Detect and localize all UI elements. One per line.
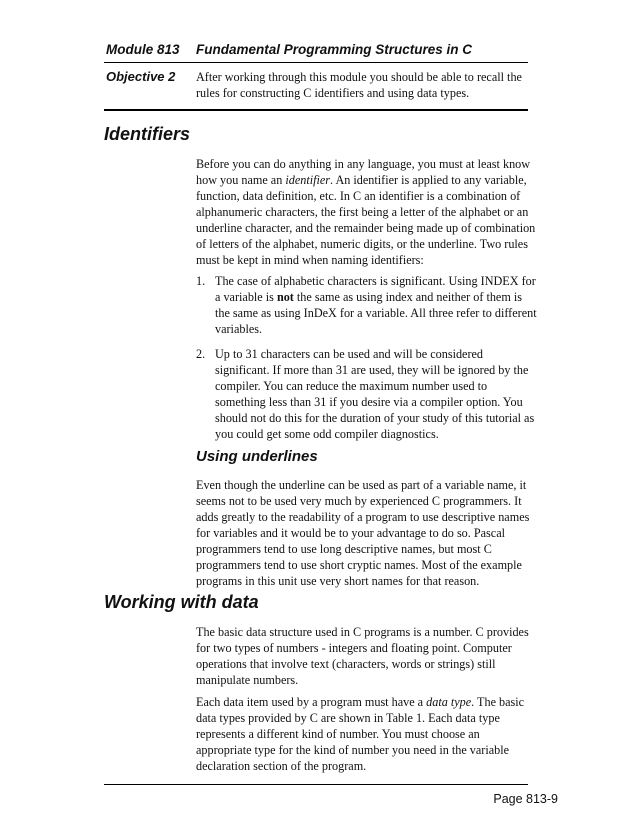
intro-text-rest: . An identifier is applied to any variable, function, data definition, etc. In C an identifier is a combination of alphanumeric characters, the first being a letter of the alphabet or an underline character, and the remainder being made up of combination of letters of the alphabet, numeric digits, or the underline. Two rules must be kept in mind when naming identifiers: (196, 173, 536, 267)
p2-text-rest: . The basic data types provided by C are shown in Table 1. Each data type represents a different kind of number. You must choose an appropriate type for the kind of number you need in the variable declaration section of the program. (196, 695, 525, 773)
module-number: Module 813 (106, 42, 180, 57)
underlines-paragraph: Even though the underline can be used as part of a variable name, it seems not to be used very much by experienced C programmers. It adds greatly to the readability of a program to use descriptive names for variables and it would be to your advantage to do so. Pascal programmers tend to use long descriptive names, but most C programmers tend to use short cryptic names. Most of the example programs in this unit use very short names for that reason. (196, 478, 530, 588)
rule-text: The case of alphabetic characters is significant. Using INDEX for a variable is (215, 274, 536, 304)
list-number: 1. (196, 274, 206, 288)
data-paragraph-1: The basic data structure used in C programs is a number. C provides for two types of numbers - integers and floating point. Computer operations that involve text (characters, words or strings) still manipulate numbers. (196, 625, 529, 687)
list-text (215, 346, 537, 442)
objective-label: Objective 2 (106, 69, 176, 84)
heading-identifiers: Identifiers (104, 124, 191, 144)
data-paragraph-2 (196, 694, 536, 774)
heading-using-underlines: Using underlines (196, 448, 318, 465)
rule-text-rest: the same as using index and neither of them is the same as using InDeX for a variable. All three refer to different variables. (215, 290, 537, 336)
footer-rule (104, 784, 528, 785)
objective-text: After working through this module you should be able to recall the rules for constructing C identifiers and using data types. (196, 70, 522, 100)
list-number: 2. (196, 347, 206, 361)
rule-text: Up to 31 characters can be used and will be considered significant. If more than 31 are used, they will be ignored by the compiler. You can reduce the maximum number used to something less than 31 if you desire via a compiler option. You should not do this for the duration of your study of this tutorial as you could get some odd compiler diagnostics. (215, 347, 535, 441)
header-rule (104, 62, 528, 63)
page-number: Page 813-9 (493, 792, 558, 806)
p2-emphasis: data type (426, 695, 472, 709)
objective-rule (104, 109, 528, 111)
module-title: Fundamental Programming Structures in C (196, 42, 473, 57)
p2-text: Each data item used by a program must have a (196, 695, 427, 709)
identifiers-intro (196, 156, 536, 268)
intro-text: Before you can do anything in any language, you must at least know how you name an (196, 157, 531, 187)
list-text (215, 273, 537, 337)
intro-emphasis: identifier (285, 173, 331, 187)
rule-emphasis: not (276, 290, 294, 304)
heading-working-with-data: Working with data (104, 592, 259, 612)
